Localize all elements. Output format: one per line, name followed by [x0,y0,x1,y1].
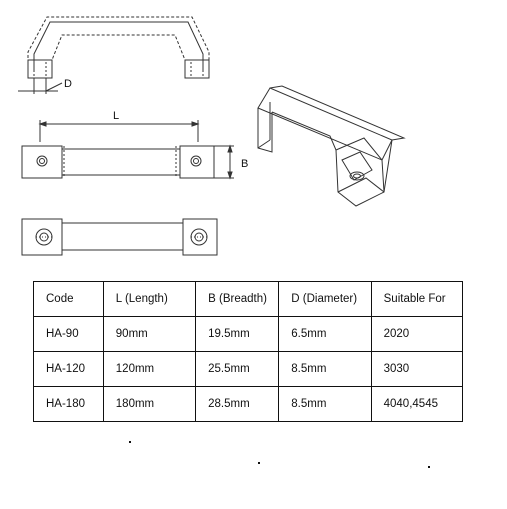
top-view [22,120,234,178]
cell-code: HA-180 [34,387,104,422]
table-header-row [34,282,463,317]
cell-suitable-for: 2020 [371,317,462,352]
header-suitable-for: Suitable For [371,282,462,317]
cell-diameter: 8.5mm [279,352,371,387]
cell-breadth: 25.5mm [196,352,279,387]
table-row [34,352,463,387]
cell-suitable-for: 3030 [371,352,462,387]
isometric-view [258,86,404,206]
cell-breadth: 19.5mm [196,317,279,352]
dimension-l-label: L [113,110,120,122]
cell-diameter: 8.5mm [279,387,371,422]
table-row [34,317,463,352]
cell-length: 180mm [103,387,195,422]
dimension-b-label: B [241,158,249,170]
header-code: Code [34,282,104,317]
header-breadth: B (Breadth) [196,282,279,317]
cell-code: HA-90 [34,317,104,352]
front-view [18,17,209,94]
cell-length: 120mm [103,352,195,387]
bottom-view [22,219,217,255]
cell-length: 90mm [103,317,195,352]
cell-code: HA-120 [34,352,104,387]
stray-mark [258,462,260,464]
cell-suitable-for: 4040,4545 [371,387,462,422]
header-diameter: D (Diameter) [279,282,371,317]
stray-mark [129,441,131,443]
table-row [34,387,463,422]
cell-diameter: 6.5mm [279,317,371,352]
cell-breadth: 28.5mm [196,387,279,422]
header-length: L (Length) [103,282,195,317]
stray-mark [428,466,430,468]
dimension-d-label: D [64,78,72,90]
specification-table [33,281,463,422]
